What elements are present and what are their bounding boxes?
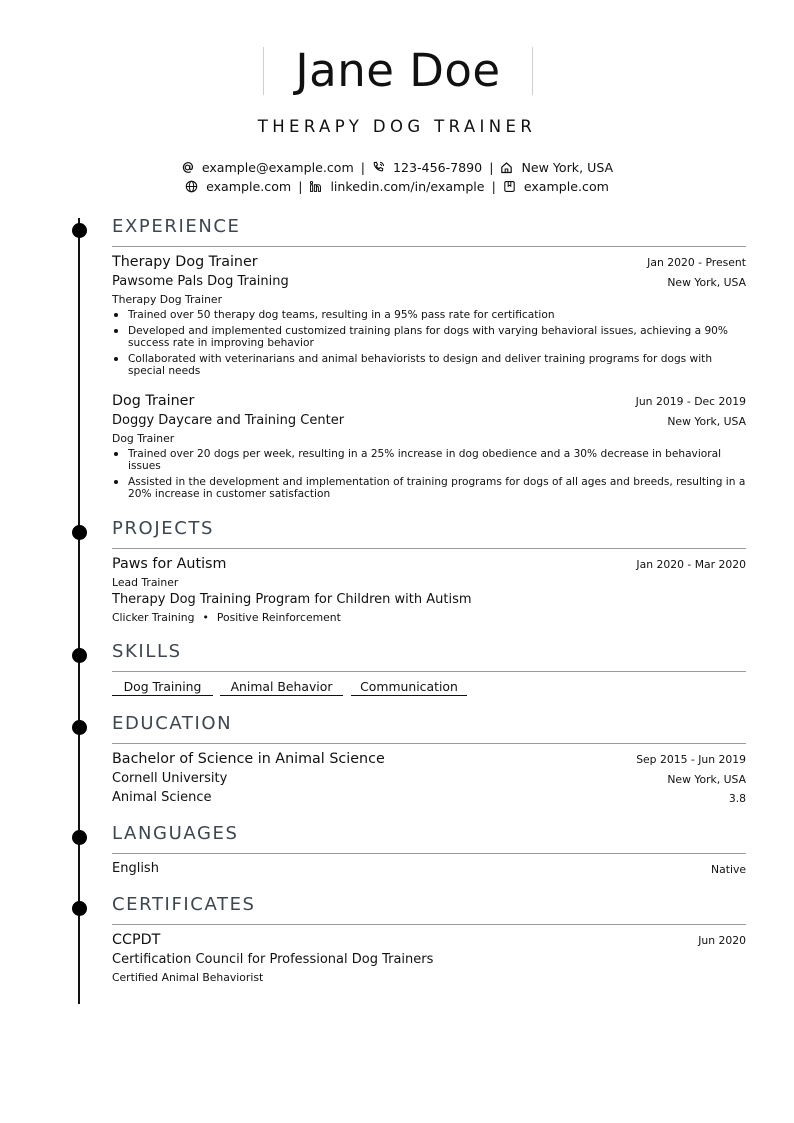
certificate-issuer: Certification Council for Professional Dog Trainers [112, 952, 434, 967]
project-name: Paws for Autism [112, 556, 227, 572]
experience-bullet: Developed and implemented customized training plans for dogs with varying behavioral issues, achieving a 90% success rate in improving behavior [112, 325, 746, 349]
experience-bullet: Trained over 20 dogs per week, resulting in a 25% increase in dog obedience and a 30% decrease in behavioral issues [112, 448, 746, 472]
experience-location: New York, USA [667, 276, 746, 289]
phone-number: 123-456-7890 [392, 160, 483, 175]
at-icon [181, 161, 194, 174]
location-text: New York, USA [521, 160, 614, 175]
timeline-dot [72, 223, 87, 238]
experience-position: Therapy Dog Trainer [112, 254, 258, 270]
timeline-line [78, 218, 80, 1004]
section-divider [112, 853, 746, 854]
skill-tag: Animal Behavior [220, 679, 343, 696]
project-description: Therapy Dog Training Program for Children with Autism [112, 592, 472, 607]
experience-bullet: Trained over 50 therapy dog teams, resulting in a 95% pass rate for certification [112, 309, 746, 321]
project-role: Lead Trainer [112, 576, 179, 589]
section-title-languages: LANGUAGES [112, 823, 239, 844]
project-keyword: Positive Reinforcement [216, 611, 341, 624]
globe-icon [185, 180, 198, 193]
education-school: Cornell University [112, 771, 228, 786]
certificate-name: CCPDT [112, 932, 161, 948]
experience-location: New York, USA [667, 415, 746, 428]
experience-dates: Jun 2019 - Dec 2019 [635, 395, 746, 408]
timeline-dot [72, 648, 87, 663]
education-field: Animal Science [112, 790, 212, 805]
section-title-projects: PROJECTS [112, 518, 215, 539]
experience-dates: Jan 2020 - Present [647, 256, 746, 269]
section-title-education: EDUCATION [112, 713, 233, 734]
contact-row-2 [0, 179, 794, 195]
name-block [263, 44, 533, 97]
education-degree: Bachelor of Science in Animal Science [112, 751, 385, 767]
section-title-certificates: CERTIFICATES [112, 894, 256, 915]
timeline-dot [72, 525, 87, 540]
timeline-dot [72, 720, 87, 735]
job-title: THERAPY DOG TRAINER [257, 117, 537, 136]
experience-company: Doggy Daycare and Training Center [112, 413, 345, 428]
experience-bullet: Assisted in the development and implementation of training programs for dogs of all ages and breeds, resulting in a 20% increase in customer satisfaction [112, 476, 746, 500]
home-icon [500, 161, 513, 174]
section-title-experience: EXPERIENCE [112, 216, 241, 237]
education-location: New York, USA [667, 773, 746, 786]
experience-company: Pawsome Pals Dog Training [112, 274, 289, 289]
keyword-separator: • [202, 611, 209, 624]
experience-summary: Therapy Dog Trainer [112, 293, 223, 306]
section-divider [112, 548, 746, 549]
separator: | [298, 179, 303, 194]
section-title-skills: SKILLS [112, 641, 182, 662]
email-link[interactable]: example@example.com [201, 160, 354, 175]
phone-icon [372, 161, 385, 174]
skill-tag: Dog Training [112, 679, 213, 696]
bookmark-icon [503, 180, 516, 193]
section-divider [112, 924, 746, 925]
contact-row-1 [0, 160, 794, 176]
candidate-name: Jane Doe [295, 44, 501, 97]
separator: | [489, 160, 494, 175]
language-fluency: Native [711, 863, 746, 876]
timeline-dot [72, 830, 87, 845]
project-dates: Jan 2020 - Mar 2020 [636, 558, 746, 571]
linkedin-link[interactable]: linkedin.com/in/example [330, 179, 485, 194]
experience-bullet: Collaborated with veterinarians and animal behaviorists to design and deliver training programs for dogs with special needs [112, 353, 746, 377]
experience-summary: Dog Trainer [112, 432, 175, 445]
certificate-summary: Certified Animal Behaviorist [112, 971, 264, 984]
separator: | [360, 160, 365, 175]
education-dates: Sep 2015 - Jun 2019 [636, 753, 746, 766]
project-keywords [112, 611, 341, 625]
portfolio-link[interactable]: example.com [523, 179, 609, 194]
section-divider [112, 246, 746, 247]
linkedin-icon [309, 180, 322, 193]
section-divider [112, 671, 746, 672]
website-link[interactable]: example.com [206, 179, 292, 194]
project-keyword: Clicker Training [112, 611, 195, 624]
section-divider [112, 743, 746, 744]
education-gpa: 3.8 [728, 792, 746, 805]
separator: | [491, 179, 496, 194]
timeline-dot [72, 901, 87, 916]
skill-tag: Communication [351, 679, 467, 696]
certificate-date: Jun 2020 [698, 934, 746, 947]
experience-position: Dog Trainer [112, 393, 195, 409]
language-name: English [112, 861, 159, 876]
